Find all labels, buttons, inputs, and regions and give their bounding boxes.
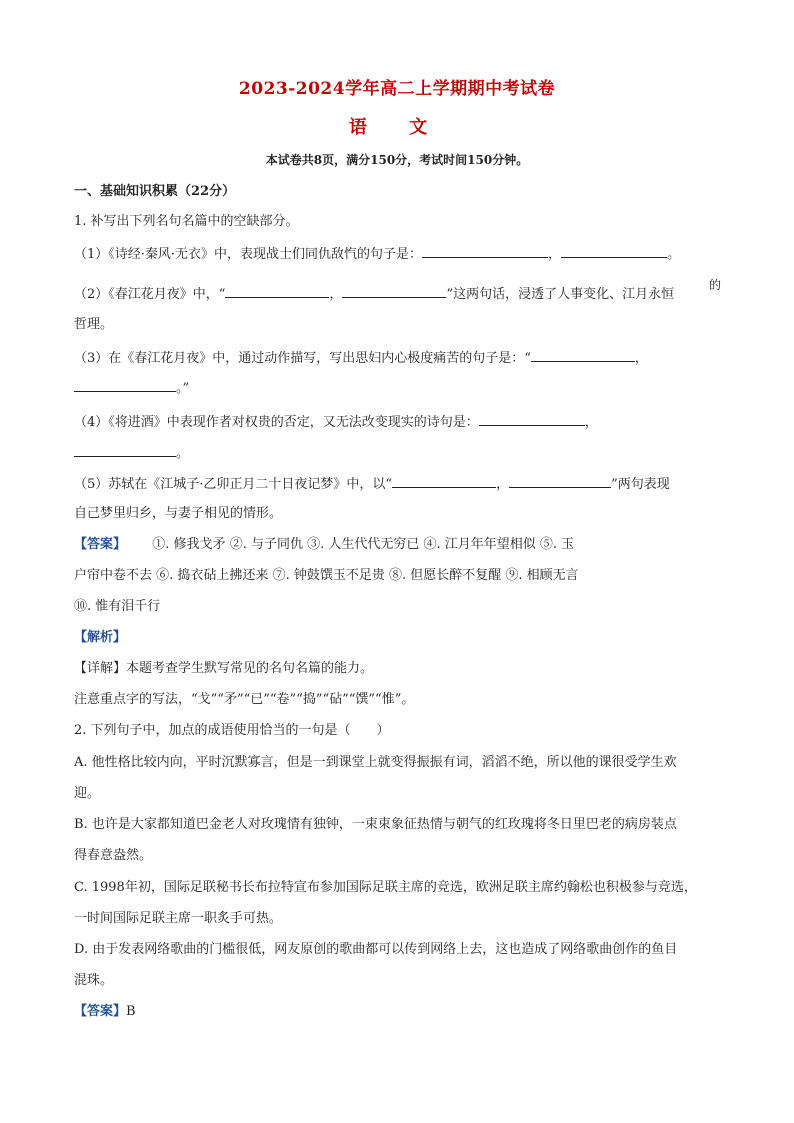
part-1-text: （1）《诗经·秦风·无衣》中，表现战士们同仇敌忾的句子是： bbox=[74, 247, 423, 262]
detail-text: 本题考查学生默写常见的名句名篇的能力。 bbox=[126, 661, 374, 676]
question-1-part-4-cont bbox=[74, 443, 724, 463]
question-2-stem: 2. 下列句子中，加点的成语使用恰当的一句是（ ） bbox=[74, 723, 390, 738]
note-line: 注意重点字的写法，“戈”“矛”“已”“卷”“捣”“砧”“馔”“惟”。 bbox=[74, 692, 415, 707]
answer-row-2 bbox=[74, 567, 724, 585]
option-b-line-1: B. 也许是大家都知道巴金老人对玫瑰情有独钟，一束束象征热情与朝气的红玫瑰将冬日里巴老的病房装点 bbox=[74, 817, 677, 832]
part-2-continuation: 哲理。 bbox=[74, 317, 114, 332]
detail-line bbox=[74, 660, 724, 678]
answer-item: ②. 与子同仇 bbox=[229, 537, 303, 552]
part-4-sep: ， bbox=[584, 415, 598, 430]
question-1-part-3 bbox=[74, 348, 724, 368]
question-1-part-5 bbox=[74, 474, 724, 494]
answer-value: B bbox=[126, 1004, 136, 1019]
part-2-text: （2）《春江花月夜》中，“ bbox=[74, 287, 226, 302]
detail-label: 【详解】 bbox=[74, 661, 127, 676]
part-5-text: （5）苏轼在《江城子·乙卯正月二十日夜记梦》中，以“ bbox=[74, 477, 393, 492]
answer-item: ④. 江月年年望相似 bbox=[423, 537, 536, 552]
part-1-end: 。 bbox=[667, 247, 681, 262]
answer-row-3: ⑩. 惟有泪千行 bbox=[74, 599, 161, 614]
fill-blank-4[interactable] bbox=[342, 284, 446, 298]
fill-blank-3[interactable] bbox=[225, 284, 329, 298]
part-2-overflow-char: 的 bbox=[709, 278, 722, 292]
answer-item: ①. 修我戈矛 bbox=[152, 537, 226, 552]
fill-blank-2[interactable] bbox=[561, 244, 667, 258]
exam-info: 本试卷共8页，满分150分，考试时间150分钟。 bbox=[265, 153, 529, 167]
question-1-part-1 bbox=[74, 244, 724, 264]
part-5-continuation: 自己梦里归乡，与妻子相见的情形。 bbox=[74, 506, 283, 521]
question-2-answer bbox=[74, 1003, 724, 1021]
answer-item: ③. 人生代代无穷已 bbox=[307, 537, 420, 552]
fill-blank-6[interactable] bbox=[74, 378, 176, 392]
option-d-line-1: D. 由于发表网络歌曲的门槛很低，网友原创的歌曲都可以传到网络上去，这也造成了网络歌曲创作的鱼目 bbox=[74, 942, 678, 957]
exam-title: 2023-2024学年高二上学期期中考试卷 bbox=[238, 79, 556, 99]
option-c-line-1: C. 1998年初，国际足联秘书长布拉特宣布参加国际足联主席的竞选，欧洲足联主席约翰松也积极参与竞选， bbox=[74, 880, 697, 895]
part-3-sep: ， bbox=[634, 351, 648, 366]
fill-blank-7[interactable] bbox=[479, 412, 585, 426]
section-heading: 一、基础知识积累（22分） bbox=[74, 184, 236, 199]
question-1-part-2 bbox=[74, 284, 724, 304]
answer-label-2: 【答案】 bbox=[74, 1004, 127, 1019]
answer-item: ⑥. 捣衣砧上拂还来 bbox=[156, 568, 269, 583]
part-5-text-b: ”两句表现 bbox=[611, 477, 670, 492]
fill-blank-8[interactable] bbox=[74, 443, 176, 457]
part-3-end: 。” bbox=[176, 381, 190, 396]
fill-blank-5[interactable] bbox=[531, 348, 635, 362]
question-1-part-3-cont bbox=[74, 378, 724, 398]
option-a-line-2: 迎。 bbox=[74, 786, 101, 801]
part-5-sep: ， bbox=[496, 477, 510, 492]
part-1-sep: ， bbox=[548, 247, 562, 262]
part-3-text: （3）在《春江花月夜》中，通过动作描写，写出思妇内心极度痛苦的句子是：“ bbox=[74, 351, 531, 366]
analysis-label: 【解析】 bbox=[74, 630, 127, 645]
option-d-line-2: 混珠。 bbox=[74, 973, 114, 988]
fill-blank-9[interactable] bbox=[392, 474, 496, 488]
subject-title: 语 文 bbox=[348, 117, 446, 138]
answer-item: ⑤. 玉 bbox=[539, 537, 575, 552]
part-2-sep: ， bbox=[329, 287, 343, 302]
answer-item: ⑧. 但愿长醉不复醒 bbox=[388, 568, 502, 583]
answer-row-1 bbox=[74, 536, 724, 554]
part-2-text-b: ”这两句话，浸透了人事变化、江月永恒 bbox=[446, 287, 675, 302]
question-1-part-4 bbox=[74, 412, 724, 432]
fill-blank-10[interactable] bbox=[509, 474, 611, 488]
option-a-line-1: A. 他性格比较内向，平时沉默寡言，但是一到课堂上就变得振振有词，滔滔不绝，所以他的课很受学生欢 bbox=[74, 755, 677, 770]
option-c-line-2: 一时间国际足联主席一职炙手可热。 bbox=[74, 911, 283, 926]
option-b-line-2: 得春意盎然。 bbox=[74, 848, 153, 863]
answer-item: ⑨. 相顾无言 bbox=[505, 568, 579, 583]
answer-item: 户帘中卷不去 bbox=[74, 568, 153, 583]
fill-blank-1[interactable] bbox=[422, 244, 548, 258]
part-4-text: （4）《将进酒》中表现作者对权贵的否定，又无法改变现实的诗句是： bbox=[74, 415, 479, 430]
part-4-end: 。 bbox=[176, 446, 190, 461]
answer-label: 【答案】 bbox=[74, 537, 127, 552]
answer-item: ⑦. 钟鼓馔玉不足贵 bbox=[272, 568, 385, 583]
question-1-stem: 1. 补写出下列名句名篇中的空缺部分。 bbox=[74, 214, 299, 229]
